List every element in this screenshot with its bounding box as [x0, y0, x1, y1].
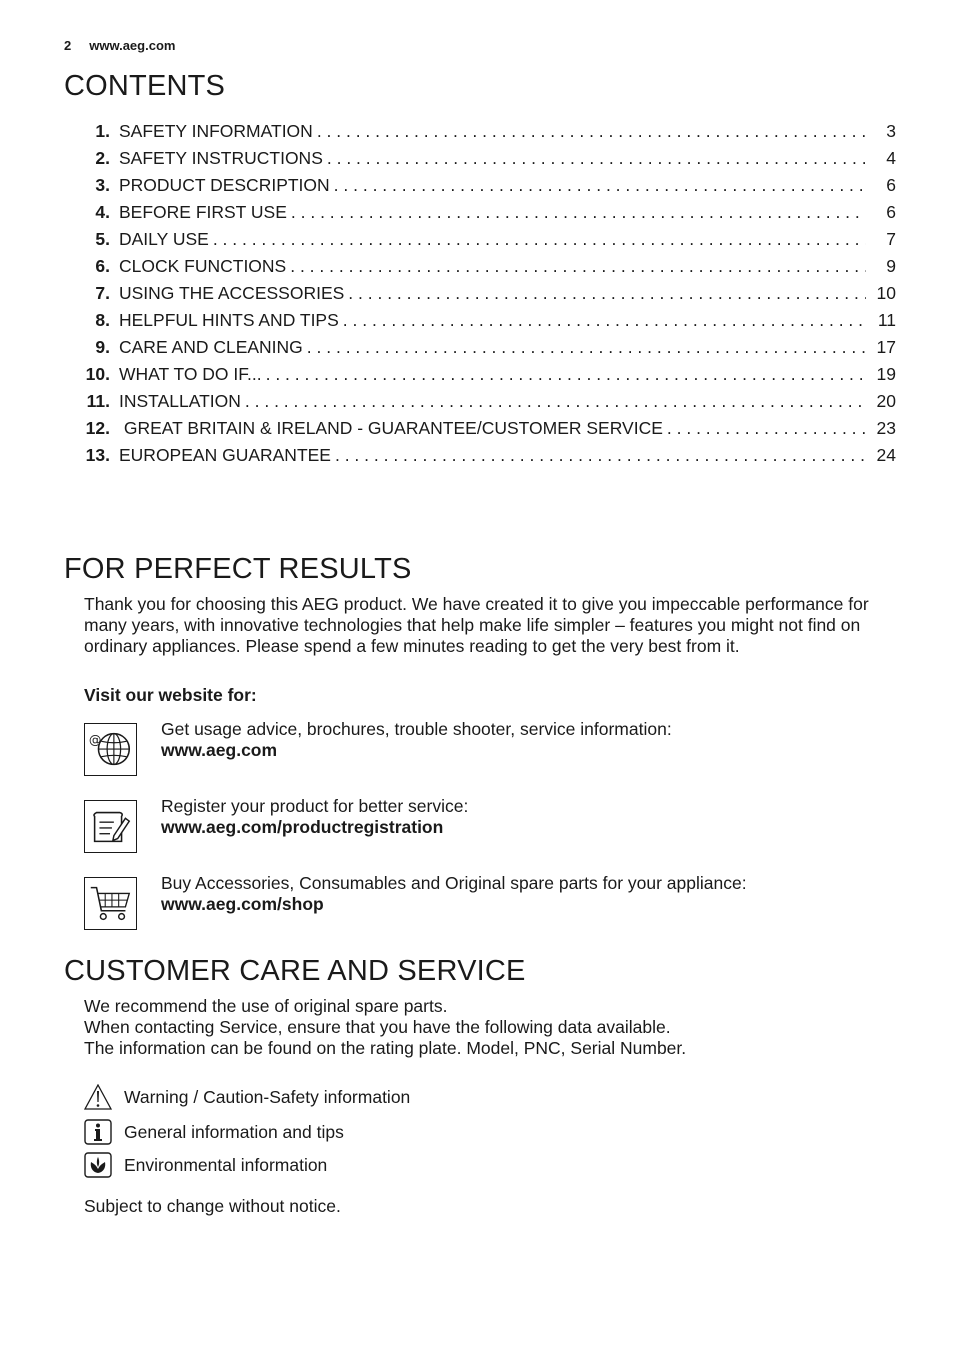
toc-entry-title: CARE AND CLEANING	[119, 337, 303, 357]
care-line: When contacting Service, ensure that you have the following data available.	[84, 1017, 671, 1037]
toc-entry[interactable]	[72, 121, 896, 148]
svg-text:@: @	[88, 732, 102, 748]
toc-entry-page: 7	[886, 229, 896, 249]
website-link-description: Get usage advice, brochures, trouble shooter, service information:	[161, 719, 672, 739]
toc-entry-number: 8.	[95, 310, 110, 330]
toc-entry-number: 1.	[95, 121, 110, 141]
info-icon	[84, 1119, 112, 1145]
toc-entry-page: 9	[886, 256, 896, 276]
toc-entry-title: HELPFUL HINTS AND TIPS	[119, 310, 339, 330]
toc-entry[interactable]	[72, 175, 896, 202]
symbol-label: Environmental information	[124, 1154, 328, 1175]
care-line: The information can be found on the rating plate. Model, PNC, Serial Number.	[84, 1038, 687, 1058]
toc-dot-leader	[307, 337, 866, 358]
toc-entry[interactable]	[72, 202, 896, 229]
toc-entry[interactable]	[72, 283, 896, 310]
customer-care-heading: CUSTOMER CARE AND SERVICE	[64, 955, 526, 987]
toc-entry-title: WHAT TO DO IF...	[119, 364, 262, 384]
toc-dot-leader	[335, 445, 866, 466]
contents-heading: CONTENTS	[64, 70, 226, 102]
toc-entry-page: 17	[876, 337, 896, 357]
toc-entry[interactable]	[72, 391, 896, 418]
toc-entry-page: 23	[876, 418, 896, 438]
perfect-results-heading: FOR PERFECT RESULTS	[64, 553, 412, 585]
toc-entry-number: 10.	[85, 364, 110, 384]
toc-entry-number: 13.	[85, 445, 110, 465]
toc-entry-title: GREAT BRITAIN & IRELAND - GUARANTEE/CUSTOMER SERVICE	[119, 418, 663, 438]
page-number: 2	[64, 38, 72, 53]
website-link-text	[161, 719, 672, 761]
symbol-row-environment	[84, 1151, 327, 1179]
toc-entry[interactable]	[72, 364, 896, 391]
toc-entry-page: 4	[886, 148, 896, 168]
environment-icon	[84, 1152, 112, 1178]
toc-dot-leader	[290, 256, 866, 277]
customer-care-text	[84, 996, 896, 1059]
symbol-row-warning	[84, 1083, 410, 1111]
toc-entry-page: 20	[876, 391, 896, 411]
toc-entry-page: 10	[876, 283, 896, 303]
shop-link-text	[161, 873, 747, 915]
website-url-link[interactable]: www.aeg.com	[161, 740, 278, 760]
intro-paragraph: Thank you for choosing this AEG product. We have created it to give you impeccable performance for many years, with innovative technologies that help make life simpler – features you might not find on ordinary appliances. Please spend a few minutes reading to get the very best from it.	[84, 594, 869, 656]
shop-link-description: Buy Accessories, Consumables and Original spare parts for your appliance:	[161, 873, 747, 893]
toc-entry-number: 9.	[95, 337, 110, 357]
toc-entry-page: 24	[876, 445, 896, 465]
visit-website-label: Visit our website for:	[84, 685, 257, 705]
shopping-cart-icon	[84, 877, 137, 930]
symbol-label: Warning / Caution-Safety information	[124, 1086, 411, 1107]
symbol-label: General information and tips	[124, 1121, 344, 1142]
toc-entry-number: 11.	[86, 391, 110, 411]
warning-triangle-icon	[84, 1084, 112, 1110]
toc-entry-title: SAFETY INSTRUCTIONS	[119, 148, 323, 168]
globe-at-icon	[84, 723, 137, 776]
toc-entry-number: 3.	[95, 175, 110, 195]
toc-dot-leader	[213, 229, 866, 250]
toc-entry[interactable]	[72, 256, 896, 283]
toc-entry-title: DAILY USE	[119, 229, 209, 249]
page-header	[64, 38, 175, 53]
toc-dot-leader	[317, 121, 866, 142]
toc-entry-title: SAFETY INFORMATION	[119, 121, 313, 141]
registration-link-text	[161, 796, 468, 838]
registration-link-description: Register your product for better service:	[161, 796, 469, 816]
toc-entry-page: 6	[886, 175, 896, 195]
toc-entry-title: INSTALLATION	[119, 391, 241, 411]
shop-url-link[interactable]: www.aeg.com/shop	[161, 894, 324, 914]
toc-dot-leader	[291, 202, 866, 223]
symbol-row-info	[84, 1118, 344, 1146]
toc-entry-page: 3	[886, 121, 896, 141]
toc-entry[interactable]	[72, 337, 896, 364]
toc-entry-number: 5.	[95, 229, 110, 249]
header-website: www.aeg.com	[89, 38, 176, 53]
change-notice: Subject to change without notice.	[84, 1196, 341, 1216]
toc-dot-leader	[266, 364, 866, 385]
toc-dot-leader	[327, 148, 866, 169]
care-line: We recommend the use of original spare parts.	[84, 996, 448, 1016]
toc-dot-leader	[343, 310, 866, 331]
toc-entry-title: USING THE ACCESSORIES	[119, 283, 345, 303]
toc-entry-page: 11	[877, 310, 896, 330]
toc-entry[interactable]	[72, 229, 896, 256]
toc-entry-title: PRODUCT DESCRIPTION	[119, 175, 330, 195]
toc-entry-number: 2.	[95, 148, 110, 168]
toc-dot-leader	[334, 175, 866, 196]
toc-entry-number: 12.	[85, 418, 110, 438]
toc-dot-leader	[667, 418, 866, 439]
registration-note-icon	[84, 800, 137, 853]
toc-entry[interactable]	[72, 418, 896, 445]
registration-url-link[interactable]: www.aeg.com/productregistration	[161, 817, 444, 837]
toc-dot-leader	[348, 283, 866, 304]
toc-entry-page: 19	[876, 364, 896, 384]
toc-entry-title: EUROPEAN GUARANTEE	[119, 445, 331, 465]
table-of-contents	[72, 121, 896, 472]
toc-entry-number: 4.	[95, 202, 110, 222]
toc-entry-number: 7.	[95, 283, 110, 303]
toc-entry-number: 6.	[95, 256, 110, 276]
toc-entry[interactable]	[72, 445, 896, 472]
toc-dot-leader	[245, 391, 866, 412]
toc-entry-page: 6	[886, 202, 896, 222]
toc-entry[interactable]	[72, 148, 896, 175]
toc-entry-title: BEFORE FIRST USE	[119, 202, 287, 222]
toc-entry[interactable]	[72, 310, 896, 337]
toc-entry-title: CLOCK FUNCTIONS	[119, 256, 287, 276]
